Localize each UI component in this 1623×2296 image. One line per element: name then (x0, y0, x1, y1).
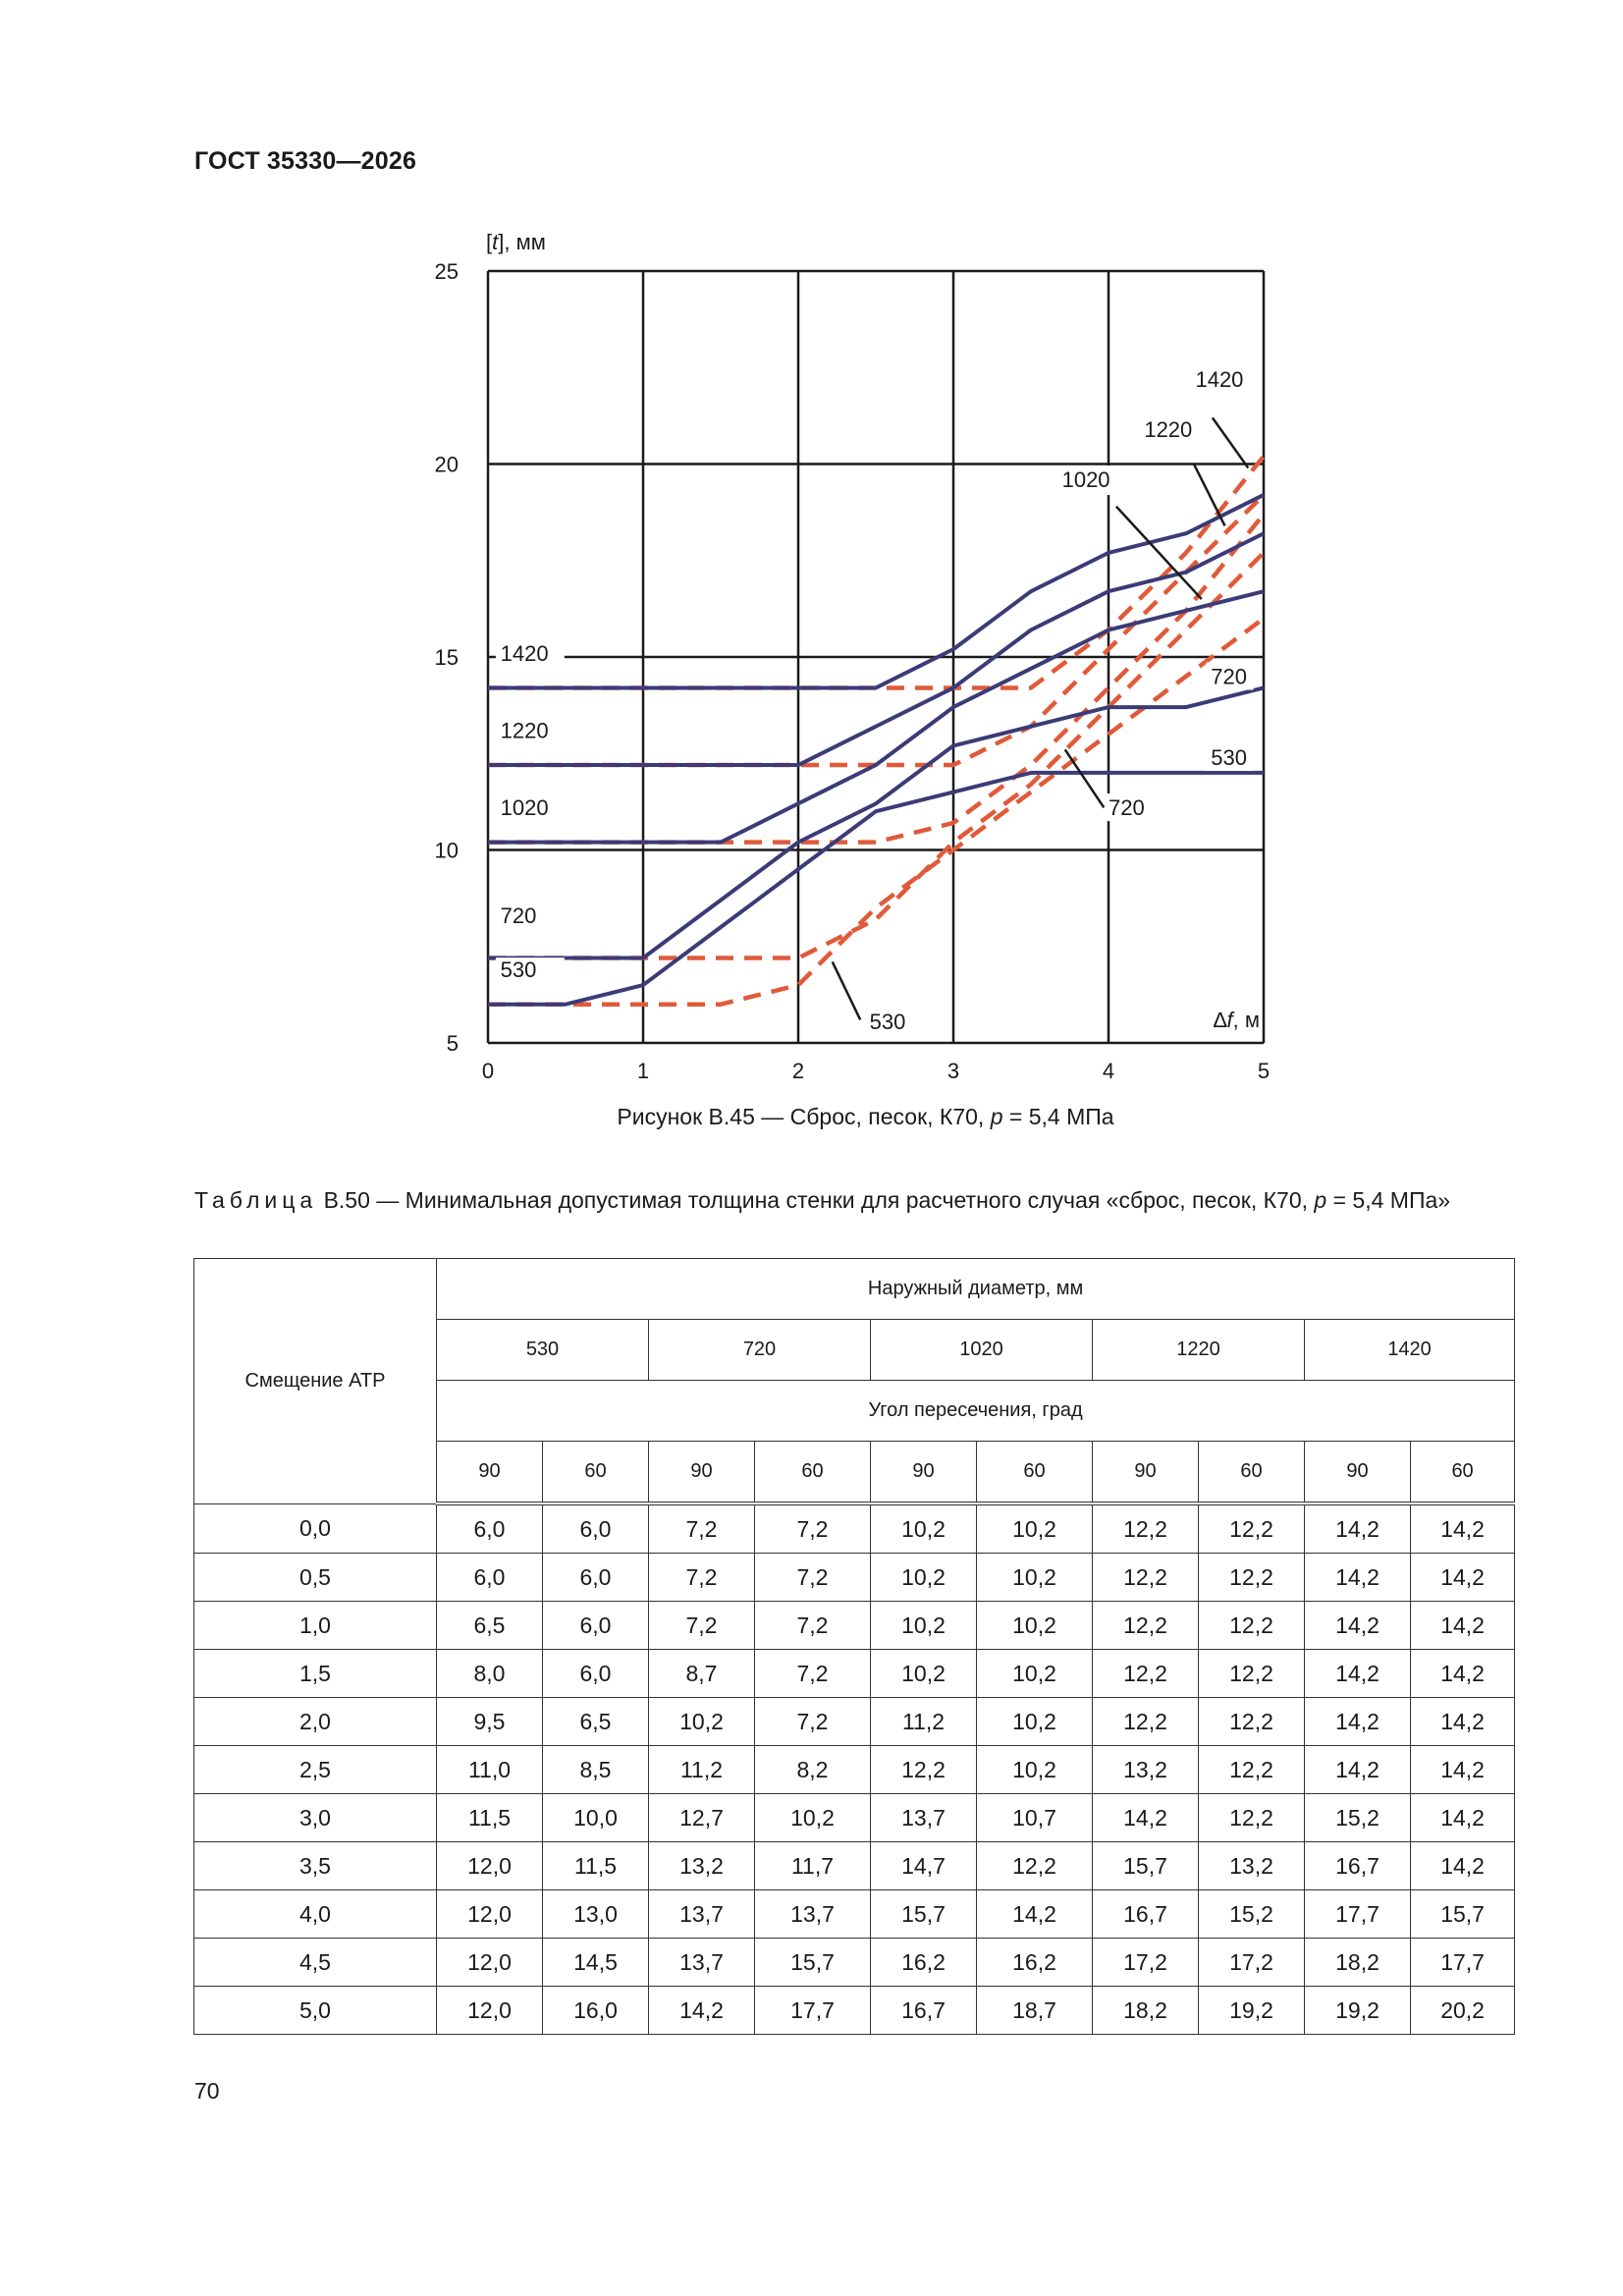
thickness-cell: 10,7 (977, 1794, 1093, 1842)
table-row (194, 1987, 1515, 2035)
low-label-530: 530 (869, 1010, 906, 1035)
thickness-cell: 14,2 (1305, 1602, 1411, 1650)
wall-thickness-chart (0, 0, 1623, 1100)
thickness-cell: 13,0 (543, 1890, 649, 1939)
thickness-cell: 14,2 (1305, 1554, 1411, 1602)
diameter-header: 1220 (1093, 1320, 1305, 1381)
offset-cell: 1,5 (194, 1650, 437, 1698)
thickness-cell: 14,2 (1411, 1746, 1515, 1794)
thickness-cell: 10,2 (871, 1602, 977, 1650)
table-row (194, 1746, 1515, 1794)
thickness-cell: 12,2 (977, 1842, 1093, 1890)
thickness-cell: 6,5 (437, 1602, 543, 1650)
thickness-cell: 6,0 (437, 1503, 543, 1554)
series-line-1420-60 (488, 457, 1264, 688)
thickness-cell: 15,2 (1199, 1890, 1305, 1939)
x-tick-label: 2 (791, 1059, 805, 1083)
leader-line (833, 961, 860, 1019)
thickness-cell: 17,7 (1411, 1939, 1515, 1987)
thickness-cell: 6,0 (543, 1554, 649, 1602)
thickness-cell: 13,7 (871, 1794, 977, 1842)
left-curve-label: 720 (500, 903, 537, 929)
offset-cell: 2,0 (194, 1698, 437, 1746)
thickness-cell: 6,5 (543, 1698, 649, 1746)
thickness-cell: 14,2 (1305, 1650, 1411, 1698)
thickness-cell: 14,7 (871, 1842, 977, 1890)
table-row (194, 1650, 1515, 1698)
left-curve-label: 1020 (500, 795, 549, 821)
x-tick-label: 1 (636, 1059, 650, 1083)
thickness-cell: 16,7 (871, 1987, 977, 2035)
thickness-cell: 6,0 (543, 1503, 649, 1554)
series-line-1020-60 (488, 515, 1264, 843)
thickness-cell: 7,2 (755, 1602, 871, 1650)
y-tick-label: 20 (434, 452, 459, 477)
thickness-cell: 10,2 (977, 1602, 1093, 1650)
right-label-530: 530 (1211, 745, 1247, 771)
thickness-cell: 14,2 (1093, 1794, 1199, 1842)
thickness-cell: 12,2 (1199, 1554, 1305, 1602)
chart-labels (435, 259, 1271, 1083)
thickness-cell: 11,2 (649, 1746, 755, 1794)
x-tick-label: 0 (481, 1059, 495, 1083)
right-curve-label: 1420 (1195, 366, 1244, 392)
thickness-cell: 7,2 (649, 1554, 755, 1602)
y-tick-label: 25 (434, 259, 459, 284)
thickness-cell: 6,0 (437, 1554, 543, 1602)
thickness-cell: 17,2 (1093, 1939, 1199, 1987)
thickness-cell: 6,0 (543, 1650, 649, 1698)
thickness-cell: 13,7 (755, 1890, 871, 1939)
table-row (194, 1503, 1515, 1554)
thickness-cell: 7,2 (755, 1503, 871, 1554)
leader-line (1065, 749, 1105, 807)
thickness-cell: 12,2 (1093, 1698, 1199, 1746)
angle-header: 90 (871, 1442, 977, 1504)
table-title: Таблица В.50 — Минимальная допустимая толщина стенки для расчетного случая «сброс, песок, К70, p = 5,4 МПа» (194, 1187, 1451, 1213)
angle-header: 90 (437, 1442, 543, 1504)
right-curve-label: 1220 (1144, 416, 1193, 442)
thickness-cell: 13,2 (1093, 1746, 1199, 1794)
group-header-cell: Наружный диаметр, мм (437, 1259, 1515, 1320)
diameter-header: 1420 (1305, 1320, 1515, 1381)
thickness-cell: 12,2 (1199, 1698, 1305, 1746)
y-axis-label: [t], мм (486, 230, 546, 254)
thickness-cell: 10,2 (871, 1650, 977, 1698)
thickness-cell: 14,2 (1411, 1794, 1515, 1842)
angle-header: 90 (1305, 1442, 1411, 1504)
thickness-cell: 14,2 (1411, 1698, 1515, 1746)
thickness-cell: 10,2 (977, 1698, 1093, 1746)
angle-header: 60 (977, 1442, 1093, 1504)
table-row (194, 1842, 1515, 1890)
thickness-cell: 7,2 (649, 1503, 755, 1554)
wall-thickness-table (193, 1258, 1515, 2035)
thickness-cell: 17,7 (1305, 1890, 1411, 1939)
right-curve-label: 1020 (1061, 467, 1110, 493)
angle-header: 90 (649, 1442, 755, 1504)
thickness-cell: 14,2 (1411, 1602, 1515, 1650)
angle-header: 60 (755, 1442, 871, 1504)
thickness-cell: 16,7 (1305, 1842, 1411, 1890)
figure-caption: Рисунок В.45 — Сброс, песок, К70, p = 5,4 МПа (617, 1104, 1114, 1129)
thickness-cell: 17,7 (755, 1987, 871, 2035)
y-tick-label: 15 (434, 645, 459, 670)
offset-cell: 2,5 (194, 1746, 437, 1794)
thickness-cell: 12,2 (1199, 1794, 1305, 1842)
thickness-cell: 12,2 (1199, 1650, 1305, 1698)
thickness-cell: 14,2 (977, 1890, 1093, 1939)
thickness-cell: 7,2 (755, 1554, 871, 1602)
thickness-cell: 8,2 (755, 1746, 871, 1794)
offset-cell: 4,5 (194, 1939, 437, 1987)
thickness-cell: 13,7 (649, 1939, 755, 1987)
thickness-cell: 11,5 (437, 1794, 543, 1842)
x-axis-label: ∆f, м (1214, 1008, 1260, 1032)
x-tick-label: 3 (947, 1059, 960, 1083)
leader-line (1194, 465, 1225, 526)
thickness-cell: 15,2 (1305, 1794, 1411, 1842)
thickness-cell: 10,2 (977, 1554, 1093, 1602)
offset-cell: 0,5 (194, 1554, 437, 1602)
table-row (194, 1939, 1515, 1987)
thickness-cell: 14,2 (1411, 1503, 1515, 1554)
thickness-cell: 12,2 (1093, 1650, 1199, 1698)
thickness-cell: 18,2 (1093, 1987, 1199, 2035)
thickness-cell: 10,2 (755, 1794, 871, 1842)
thickness-cell: 15,7 (871, 1890, 977, 1939)
diameter-header: 720 (649, 1320, 871, 1381)
table-row (194, 1602, 1515, 1650)
thickness-cell: 12,2 (1199, 1602, 1305, 1650)
angle-header-cell: Угол пересечения, град (437, 1381, 1515, 1442)
thickness-cell: 13,2 (1199, 1842, 1305, 1890)
y-tick-label: 5 (446, 1031, 459, 1056)
thickness-cell: 10,2 (871, 1503, 977, 1554)
thickness-cell: 15,7 (1411, 1890, 1515, 1939)
thickness-cell: 12,0 (437, 1890, 543, 1939)
thickness-cell: 12,0 (437, 1987, 543, 2035)
y-tick-label: 10 (434, 838, 459, 863)
thickness-cell: 15,7 (755, 1939, 871, 1987)
table-row (194, 1698, 1515, 1746)
mid-label-720: 720 (1109, 795, 1145, 821)
thickness-cell: 18,2 (1305, 1939, 1411, 1987)
thickness-cell: 12,2 (1093, 1503, 1199, 1554)
thickness-cell: 14,2 (1305, 1746, 1411, 1794)
thickness-cell: 10,2 (977, 1503, 1093, 1554)
offset-cell: 4,0 (194, 1890, 437, 1939)
table-row (194, 1554, 1515, 1602)
thickness-cell: 12,0 (437, 1842, 543, 1890)
diameter-header: 1020 (871, 1320, 1093, 1381)
thickness-cell: 12,2 (1093, 1602, 1199, 1650)
table-row (194, 1890, 1515, 1939)
right-label-720: 720 (1211, 664, 1247, 689)
thickness-cell: 14,5 (543, 1939, 649, 1987)
thickness-cell: 14,2 (1411, 1650, 1515, 1698)
thickness-cell: 12,2 (1199, 1746, 1305, 1794)
thickness-cell: 16,2 (977, 1939, 1093, 1987)
thickness-cell: 9,5 (437, 1698, 543, 1746)
thickness-cell: 12,2 (871, 1746, 977, 1794)
page-number: 70 (194, 2078, 220, 2104)
offset-cell: 1,0 (194, 1602, 437, 1650)
thickness-cell: 11,7 (755, 1842, 871, 1890)
thickness-cell: 7,2 (649, 1602, 755, 1650)
thickness-cell: 12,2 (1199, 1503, 1305, 1554)
thickness-cell: 6,0 (543, 1602, 649, 1650)
thickness-cell: 10,2 (871, 1554, 977, 1602)
left-curve-label: 530 (500, 957, 537, 983)
offset-cell: 3,5 (194, 1842, 437, 1890)
x-tick-label: 4 (1102, 1059, 1115, 1083)
thickness-cell: 10,2 (977, 1746, 1093, 1794)
thickness-cell: 12,0 (437, 1939, 543, 1987)
angle-header: 60 (1199, 1442, 1305, 1504)
thickness-cell: 18,7 (977, 1987, 1093, 2035)
table-row (194, 1794, 1515, 1842)
thickness-cell: 8,5 (543, 1746, 649, 1794)
thickness-cell: 14,2 (1411, 1554, 1515, 1602)
thickness-cell: 19,2 (1199, 1987, 1305, 2035)
thickness-cell: 10,2 (977, 1650, 1093, 1698)
diameter-header: 530 (437, 1320, 649, 1381)
thickness-cell: 11,0 (437, 1746, 543, 1794)
thickness-cell: 11,2 (871, 1698, 977, 1746)
thickness-cell: 7,2 (755, 1650, 871, 1698)
thickness-cell: 8,0 (437, 1650, 543, 1698)
thickness-cell: 14,2 (649, 1987, 755, 2035)
thickness-cell: 13,7 (649, 1890, 755, 1939)
angle-header: 60 (1411, 1442, 1515, 1504)
document-header: ГОСТ 35330—2026 (194, 147, 417, 175)
thickness-cell: 15,7 (1093, 1842, 1199, 1890)
offset-cell: 3,0 (194, 1794, 437, 1842)
left-curve-label: 1220 (500, 718, 549, 743)
thickness-cell: 10,0 (543, 1794, 649, 1842)
thickness-cell: 19,2 (1305, 1987, 1411, 2035)
row-header-cell: Смещение АТР (194, 1259, 437, 1504)
thickness-cell: 8,7 (649, 1650, 755, 1698)
thickness-cell: 16,7 (1093, 1890, 1199, 1939)
angle-header: 60 (543, 1442, 649, 1504)
thickness-cell: 13,2 (649, 1842, 755, 1890)
left-curve-label: 1420 (500, 640, 549, 666)
thickness-cell: 12,2 (1093, 1554, 1199, 1602)
thickness-cell: 16,0 (543, 1987, 649, 2035)
angle-header: 90 (1093, 1442, 1199, 1504)
thickness-cell: 14,2 (1411, 1842, 1515, 1890)
thickness-cell: 10,2 (649, 1698, 755, 1746)
thickness-cell: 7,2 (755, 1698, 871, 1746)
thickness-cell: 12,7 (649, 1794, 755, 1842)
thickness-cell: 17,2 (1199, 1939, 1305, 1987)
x-tick-label: 5 (1257, 1059, 1271, 1083)
thickness-cell: 14,2 (1305, 1503, 1411, 1554)
thickness-cell: 16,2 (871, 1939, 977, 1987)
thickness-cell: 14,2 (1305, 1698, 1411, 1746)
leader-line (1213, 417, 1248, 467)
thickness-cell: 20,2 (1411, 1987, 1515, 2035)
chart-grid (488, 271, 1264, 1043)
offset-cell: 5,0 (194, 1987, 437, 2035)
table-body (194, 1503, 1515, 2035)
thickness-cell: 11,5 (543, 1842, 649, 1890)
offset-cell: 0,0 (194, 1503, 437, 1554)
